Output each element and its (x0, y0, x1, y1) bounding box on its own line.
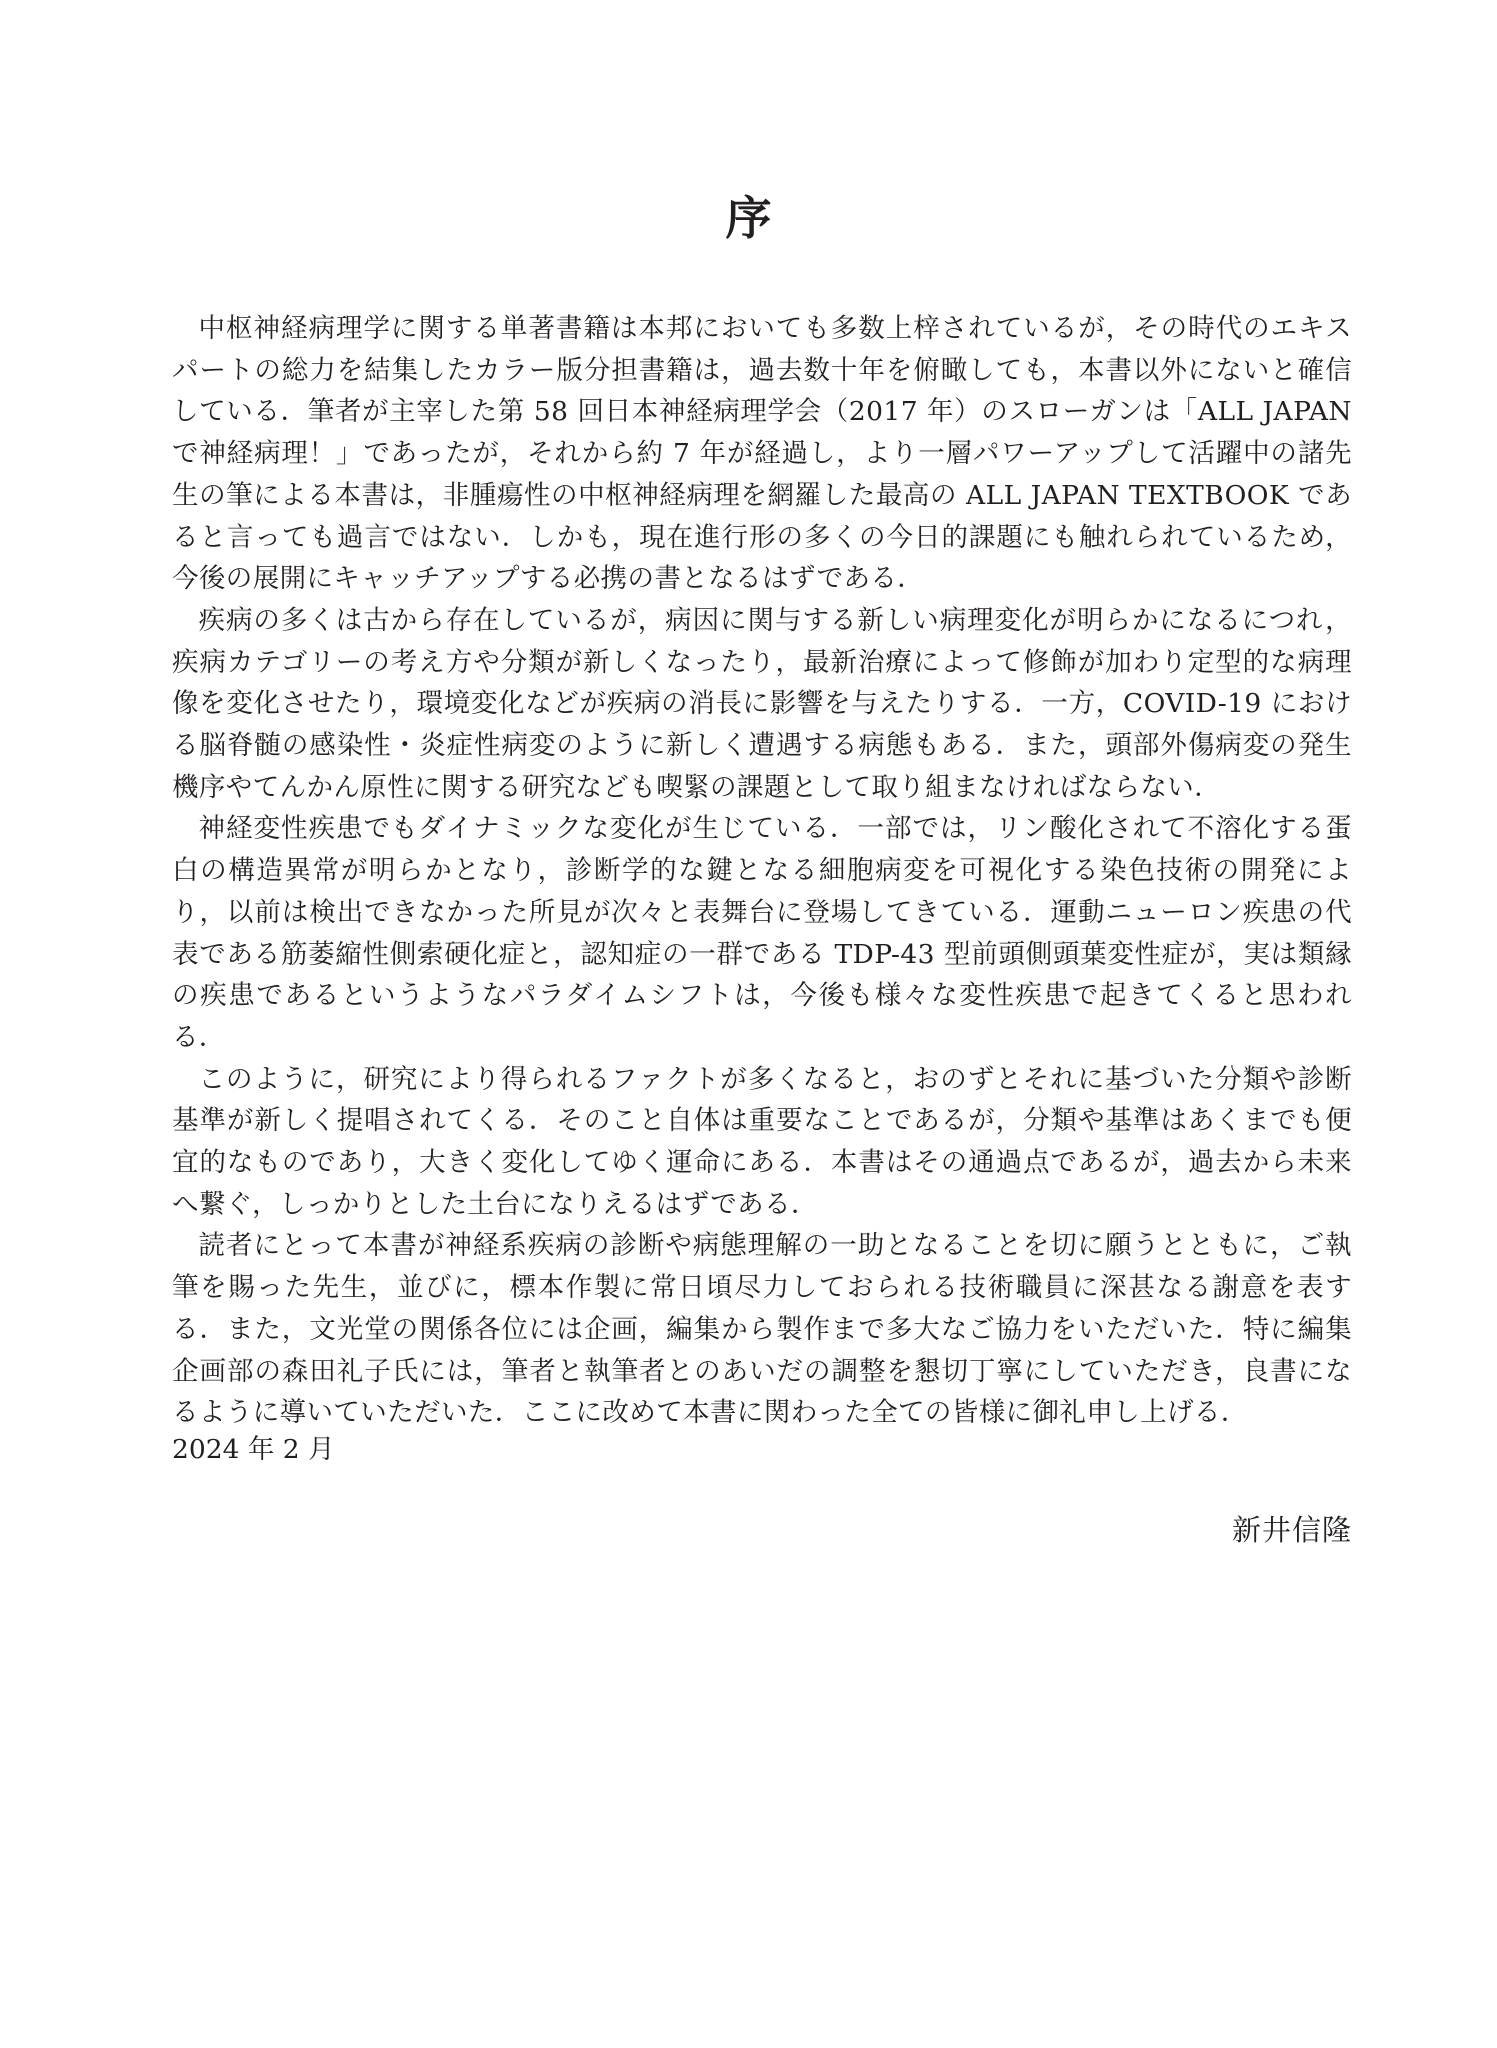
page-title: 序 (725, 191, 772, 245)
paragraph-1: 中枢神経病理学に関する単著書籍は本邦においても多数上梓されているが，その時代のエキスパートの総力を結集したカラー版分担書籍は，過去数十年を俯瞰しても，本書以外にないと確信している．筆者が主宰した第 58 回日本神経病理学会（2017 年）のスローガンは「ALL JAPAN で神経病理！」であったが，それから約 7 年が経過し，より一層パワーアップして活躍中の諸先生の筆による本書は，非腫瘍性の中枢神経病理を網羅した最高の ALL JAPAN TEXTBOOK であると言っても過言ではない．しかも，現在進行形の多くの今日的課題にも触れられているため，今後の展開にキャッチアップする必携の書となるはずである． (172, 313, 1352, 595)
date: 2024 年 2 月 (172, 1434, 335, 1465)
paragraph-2: 疾病の多くは古から存在しているが，病因に関与する新しい病理変化が明らかになるにつれ，疾病カテゴリーの考え方や分類が新しくなったり，最新治療によって修飾が加わり定型的な病理像を変化させたり，環境変化などが疾病の消長に影響を与えたりする．一方，COVID-19 における脳脊髄の感染性・炎症性病変のように新しく遭遇する病態もある．また，頭部外傷病変の発生機序やてんかん原性に関する研究なども喫緊の課題として取り組まなければならない． (172, 604, 1352, 803)
paragraph-5: 読者にとって本書が神経系疾病の診断や病態理解の一助となることを切に願うとともに，ご執筆を賜った先生，並びに，標本作製に常日頃尽力しておられる技術職員に深甚なる謝意を表する．また，文光堂の関係各位には企画，編集から製作まで多大なご協力をいただいた．特に編集企画部の森田礼子氏には，筆者と執筆者とのあいだの調整を懇切丁寧にしていただき，良書になるように導いていただいた．ここに改めて本書に関わった全ての皆様に御礼申し上げる． (172, 1230, 1352, 1429)
author-signature: 新井信隆 (1231, 1513, 1352, 1547)
paragraph-4: このように，研究により得られるファクトが多くなると，おのずとそれに基づいた分類や診断基準が新しく提唱されてくる．そのこと自体は重要なことであるが，分類や基準はあくまでも便宜的なものであり，大きく変化してゆく運命にある．本書はその通過点であるが，過去から未来へ繋ぐ，しっかりとした土台になりえるはずである． (172, 1063, 1352, 1220)
paragraph-3: 神経変性疾患でもダイナミックな変化が生じている．一部では，リン酸化されて不溶化する蛋白の構造異常が明らかとなり，診断学的な鍵となる細胞病変を可視化する染色技術の開発により，以前は検出できなかった所見が次々と表舞台に登場してきている．運動ニューロン疾患の代表である筋萎縮性側索硬化症と，認知症の一群である TDP-43 型前頭側頭葉変性症が，実は類縁の疾患であるというようなパラダイムシフトは，今後も様々な変性疾患で起きてくると思われる． (172, 813, 1352, 1053)
preface-body (172, 308, 1352, 1434)
